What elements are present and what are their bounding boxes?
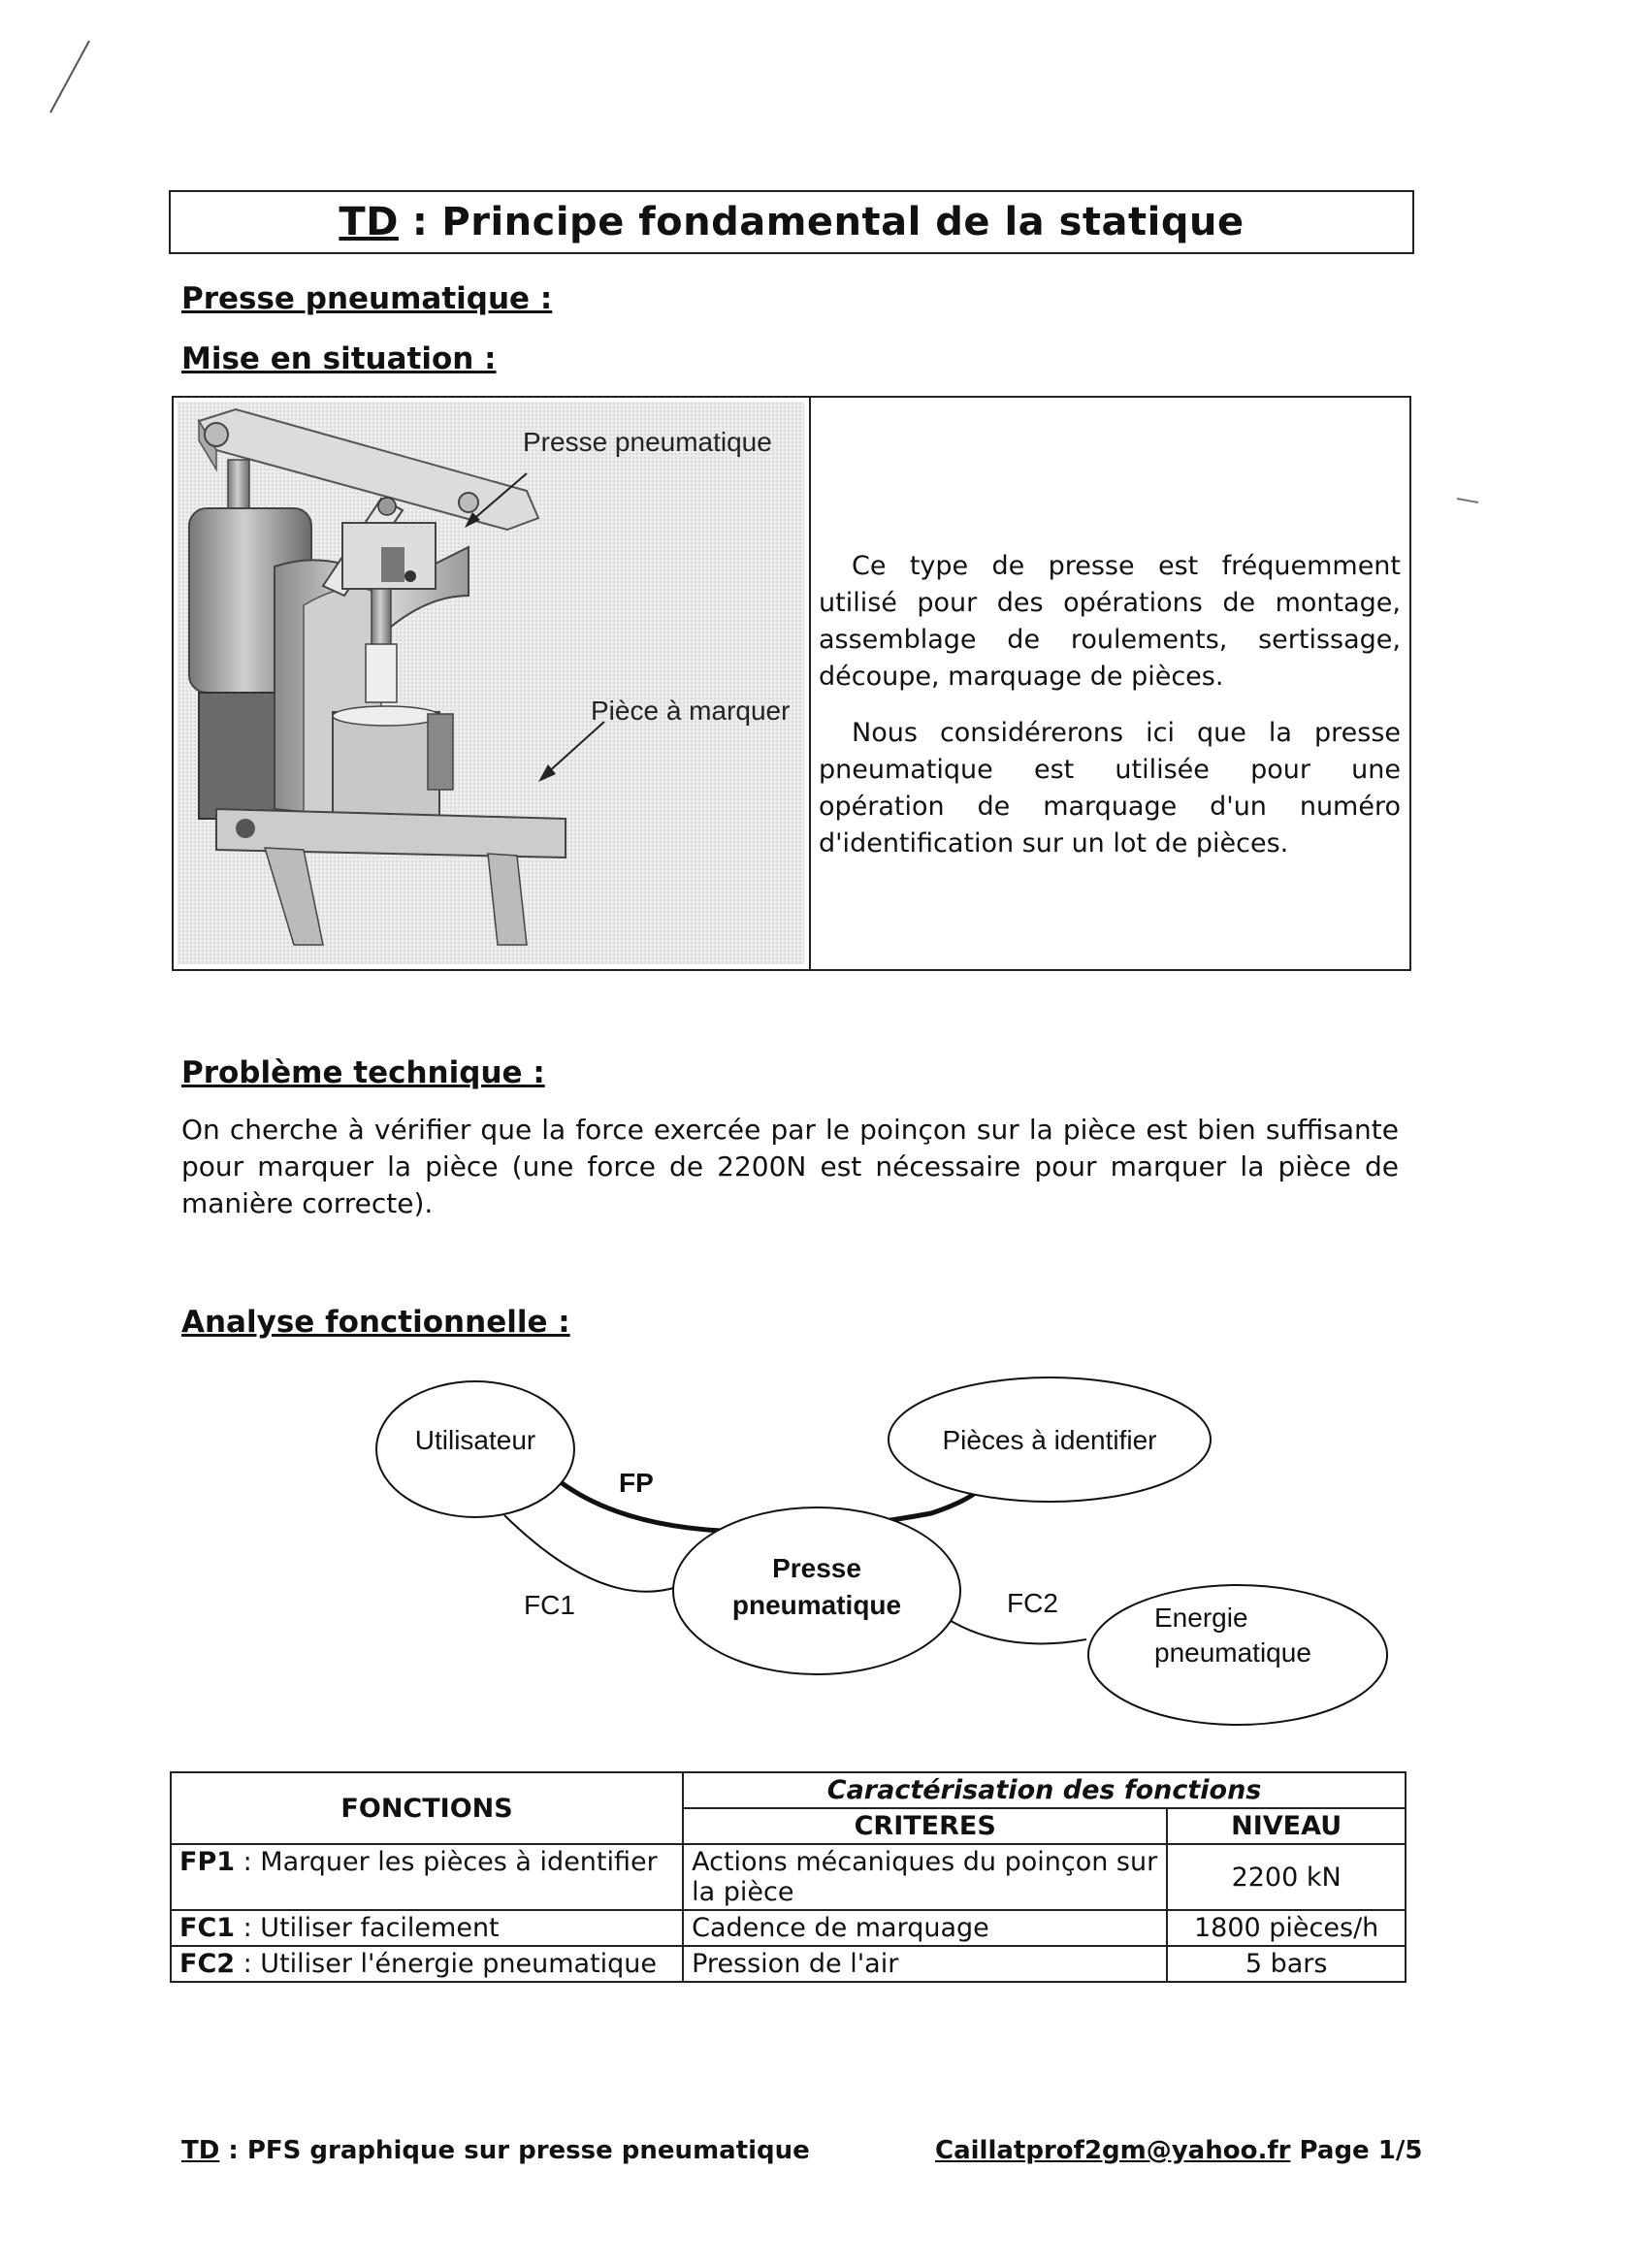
problem-text: On cherche à vérifier que la force exercée par le poinçon sur la pièce est bien suffisante pour marquer la pièce (une force de 2200N est nécessaire pour marquer la pièce de manière correcte). <box>181 1114 1399 1219</box>
function-desc: : Utiliser facilement <box>235 1913 500 1943</box>
intro-table <box>172 396 1411 971</box>
fc1-link <box>504 1515 677 1592</box>
table-row <box>171 1946 1406 1982</box>
title-separator: : <box>411 200 429 244</box>
footer-title: : PFS graphique sur presse pneumatique <box>219 2136 810 2165</box>
footer-right <box>935 2136 1422 2165</box>
fc1-label: FC1 <box>524 1590 575 1620</box>
parts-label: Pièces à identifier <box>942 1425 1157 1455</box>
energy-label-line2: pneumatique <box>1154 1637 1311 1668</box>
function-desc: : Utiliser l'énergie pneumatique <box>235 1949 658 1979</box>
fp-label: FP <box>619 1468 654 1498</box>
intro-paragraph-1: Ce type de presse est fréquemment utilisé pour des opérations de montage, assemblage de roulements, sertissage, découpe, marquage de pièces. <box>819 551 1401 692</box>
press-label-line2: pneumatique <box>731 1590 902 1620</box>
page-title <box>169 190 1414 254</box>
footer-prefix: TD <box>181 2136 220 2165</box>
function-code: FC2 <box>179 1949 236 1979</box>
header-functions: FONCTIONS <box>171 1772 683 1844</box>
press-label-line1: Presse <box>772 1553 861 1583</box>
footer-page: Page 1/5 <box>1290 2136 1423 2165</box>
footer-left <box>181 2136 810 2165</box>
heading-analysis: Analyse fonctionnelle : <box>181 1305 570 1340</box>
heading-problem: Problème technique : <box>181 1055 545 1090</box>
functions-table <box>170 1771 1406 1983</box>
level-cell: 5 bars <box>1167 1946 1406 1982</box>
margin-mark <box>1455 495 1484 506</box>
criteria-cell: Cadence de marquage <box>683 1910 1167 1946</box>
function-desc: : Marquer les pièces à identifier <box>235 1847 658 1877</box>
functional-diagram <box>349 1368 1397 1746</box>
level-cell: 2200 kN <box>1167 1844 1406 1910</box>
label-press: Presse pneumatique <box>523 427 772 457</box>
table-row <box>171 1910 1406 1946</box>
table-row <box>171 1844 1406 1910</box>
heading-press: Presse pneumatique : <box>181 281 553 316</box>
energy-label-line1: Energie <box>1154 1603 1248 1633</box>
intro-text <box>819 548 1401 882</box>
criteria-cell: Actions mécaniques du poinçon sur la pièce <box>683 1844 1167 1910</box>
user-label: Utilisateur <box>414 1425 536 1455</box>
label-part: Pièce à marquer <box>591 696 791 726</box>
function-cell <box>171 1910 683 1946</box>
title-text: Principe fondamental de la statique <box>441 200 1245 244</box>
function-cell <box>171 1844 683 1910</box>
intro-divider <box>809 398 811 969</box>
footer-email: Caillatprof2gm@yahoo.fr <box>935 2136 1291 2165</box>
heading-context: Mise en situation : <box>181 341 497 376</box>
level-cell: 1800 pièces/h <box>1167 1910 1406 1946</box>
press-drawing <box>178 402 804 964</box>
function-code: FP1 <box>179 1847 236 1877</box>
pencil-mark <box>39 39 97 116</box>
header-characterisation: Caractérisation des fonctions <box>683 1772 1406 1808</box>
header-level: NIVEAU <box>1167 1808 1406 1844</box>
function-code: FC1 <box>179 1913 236 1943</box>
press-illustration <box>178 402 804 964</box>
header-criteria: CRITERES <box>683 1808 1167 1844</box>
function-cell <box>171 1946 683 1982</box>
title-prefix: TD <box>339 200 399 244</box>
fc2-label: FC2 <box>1007 1588 1058 1618</box>
criteria-cell: Pression de l'air <box>683 1946 1167 1982</box>
intro-paragraph-2: Nous considérerons ici que la presse pneumatique est utilisée pour une opération de marquage d'un numéro d'identification sur un lot de pièces. <box>819 718 1401 859</box>
